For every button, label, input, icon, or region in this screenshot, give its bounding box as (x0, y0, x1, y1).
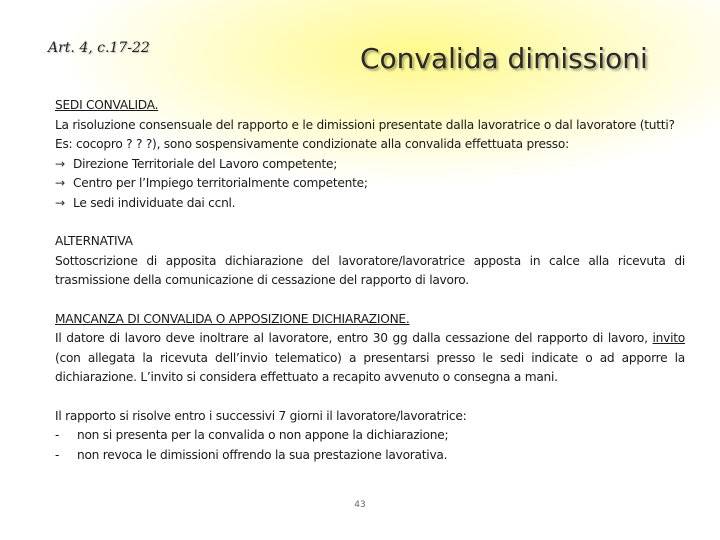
sedi-heading: SEDI CONVALIDA. (55, 98, 159, 112)
arrow-icon: → (55, 195, 65, 210)
mancanza-text (55, 329, 685, 388)
sedi-text: La risoluzione consensuale del rapporto e le dimissioni presentate dalla lavoratrice o dal lavoratore (tutti? Es: cocopro ? ? ?), sono sospensivamente condizionate alla convalida effettuata presso: (55, 117, 675, 151)
mancanza-text-before: Il datore di lavoro deve inoltrare al lavoratore, entro 30 gg dalla cessazione del rapporto di lavoro, (55, 331, 648, 345)
list-item-text: Le sedi individuate dai ccnl. (73, 195, 236, 210)
arrow-icon: → (55, 156, 65, 171)
page-number: 43 (354, 500, 366, 510)
list-item (55, 174, 685, 194)
list-item-text: Direzione Territoriale del Lavoro competente; (73, 156, 338, 171)
arrow-icon: → (55, 176, 65, 190)
alternativa-text: Sottoscrizione di apposita dichiarazione del lavoratore/lavoratrice apposta in calce alla ricevuta di trasmissione della comunicazione di cessazione del rapporto di lavoro. (55, 253, 685, 287)
list-item-text: non si presenta per la convalida o non appone la dichiarazione; (77, 428, 449, 442)
mancanza-text-after: (con allegata la ricevuta dell’invio telematico) a presentarsi presso le sedi indicate o ad apporre la dichiarazione. L’invito si considera effettuato a recapito avvenuto o consegna a mani. (55, 350, 685, 384)
risoluzione-text: Il rapporto si risolve entro i successivi 7 giorni il lavoratore/lavoratrice: (55, 408, 467, 423)
dash-marker: - (55, 447, 60, 462)
list-item (55, 194, 685, 214)
list-item (55, 155, 685, 175)
slide-body (55, 96, 685, 465)
mancanza-heading: MANCANZA DI CONVALIDA O APPOSIZIONE DICHIARAZIONE. (55, 311, 410, 326)
list-item (55, 446, 685, 466)
list-item-text: non revoca le dimissioni offrendo la sua prestazione lavorativa. (77, 447, 448, 462)
dash-marker: - (55, 428, 60, 442)
list-item-text: Centro per l’Impiego territorialmente competente; (73, 176, 368, 190)
alternativa-heading: ALTERNATIVA (55, 234, 133, 248)
slide-title: Convalida dimissioni (360, 42, 648, 75)
invito-word: invito (652, 331, 685, 345)
list-item (55, 426, 685, 446)
article-reference: Art. 4, c.17-22 (48, 40, 150, 56)
